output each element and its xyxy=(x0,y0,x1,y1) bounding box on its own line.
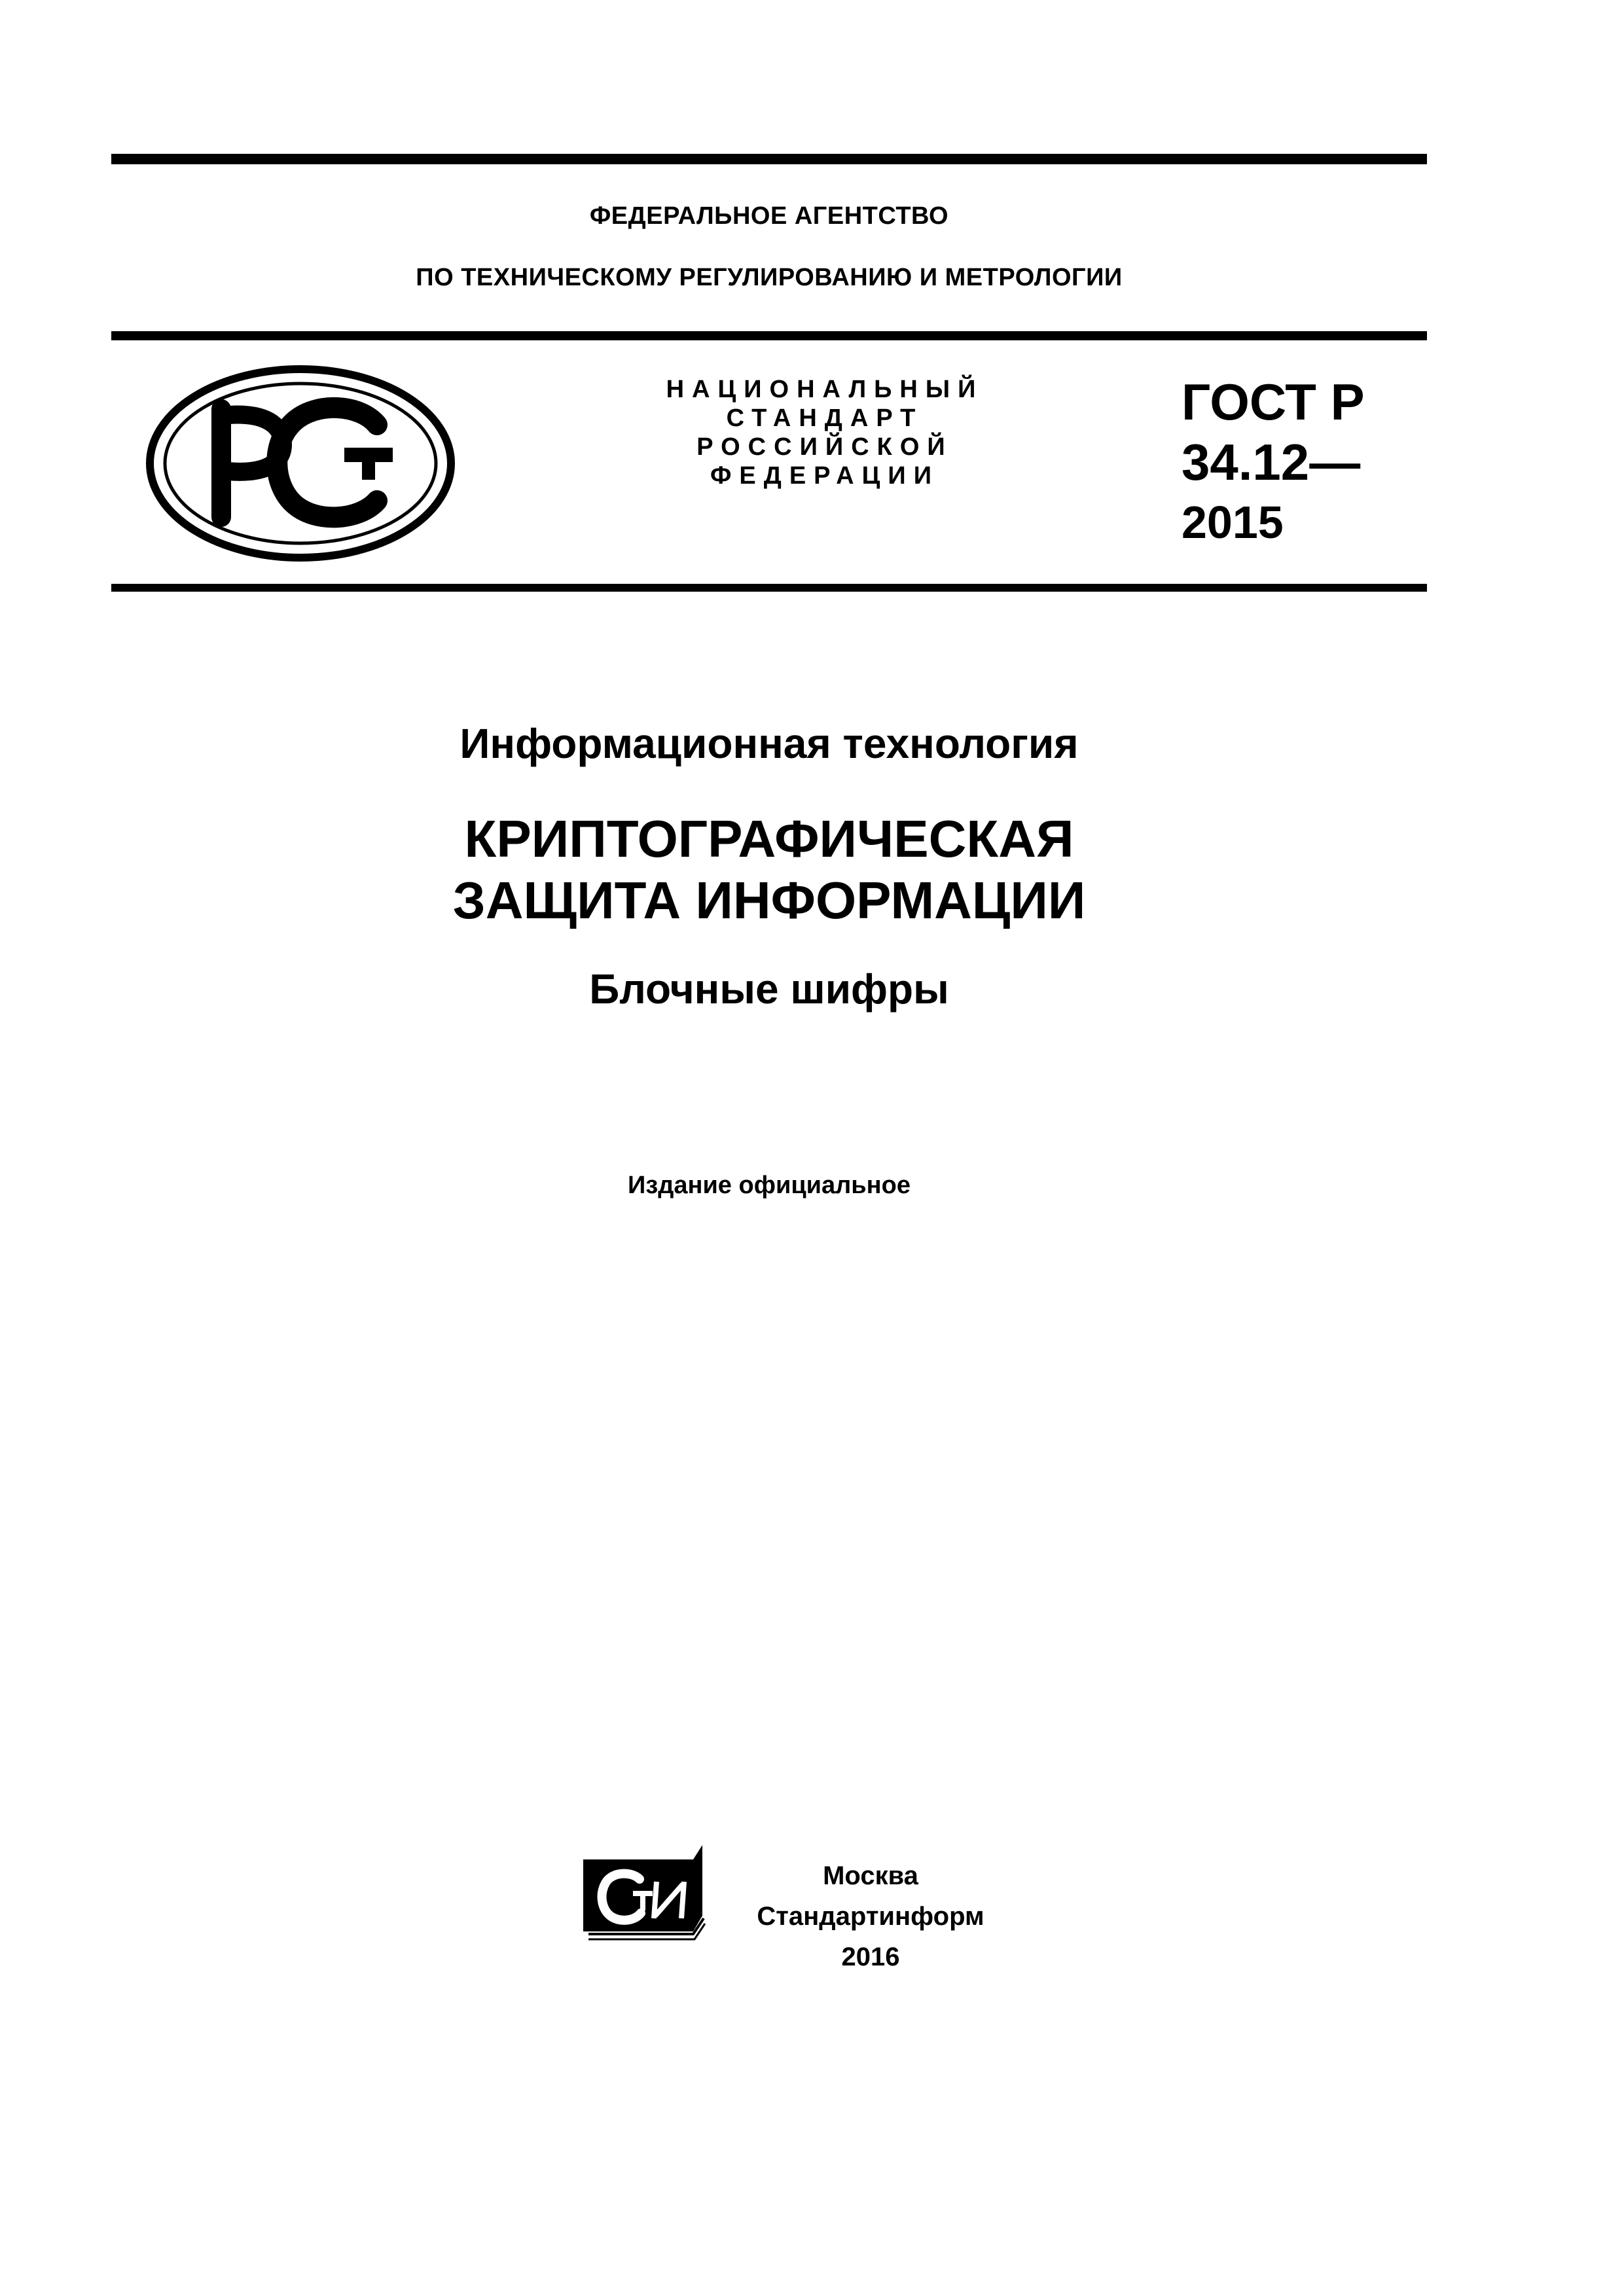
top-rule xyxy=(111,154,1427,164)
standard-code-line1: ГОСТ Р xyxy=(1182,373,1365,431)
divider-rule xyxy=(111,584,1427,592)
agency-title-line2: ПО ТЕХНИЧЕСКОМУ РЕГУЛИРОВАНИЮ И МЕТРОЛОГИИ xyxy=(416,264,1123,291)
national-standard-label xyxy=(615,375,1034,490)
standard-code xyxy=(1182,372,1424,552)
standartinform-logo-icon xyxy=(579,1842,707,1947)
standard-code-line2: 34.12— xyxy=(1182,433,1361,491)
document-subtitle: Информационная технология xyxy=(460,720,1079,767)
rst-emblem-icon xyxy=(144,363,457,564)
national-standard-line: НАЦИОНАЛЬНЫЙ xyxy=(666,376,984,403)
publisher-city: Москва xyxy=(823,1861,918,1890)
header-rule xyxy=(111,331,1427,340)
publisher-name: Стандартинформ xyxy=(757,1902,984,1931)
document-title xyxy=(111,808,1427,931)
agency-title-line1: ФЕДЕРАЛЬНОЕ АГЕНТСТВО xyxy=(589,202,949,230)
standard-code-year: 2015 xyxy=(1182,497,1284,548)
national-standard-line: ФЕДЕРАЦИИ xyxy=(710,462,940,490)
document-title-line2: ЗАЩИТА ИНФОРМАЦИИ xyxy=(452,871,1086,929)
document-part-title: Блочные шифры xyxy=(589,965,949,1013)
publisher-block xyxy=(733,1856,1008,1977)
edition-label: Издание официальное xyxy=(628,1172,911,1199)
national-standard-line: СТАНДАРТ xyxy=(726,404,924,432)
document-title-line1: КРИПТОГРАФИЧЕСКАЯ xyxy=(464,810,1074,868)
national-standard-line: РОССИЙСКОЙ xyxy=(696,433,953,461)
publication-year: 2016 xyxy=(841,1943,900,1971)
